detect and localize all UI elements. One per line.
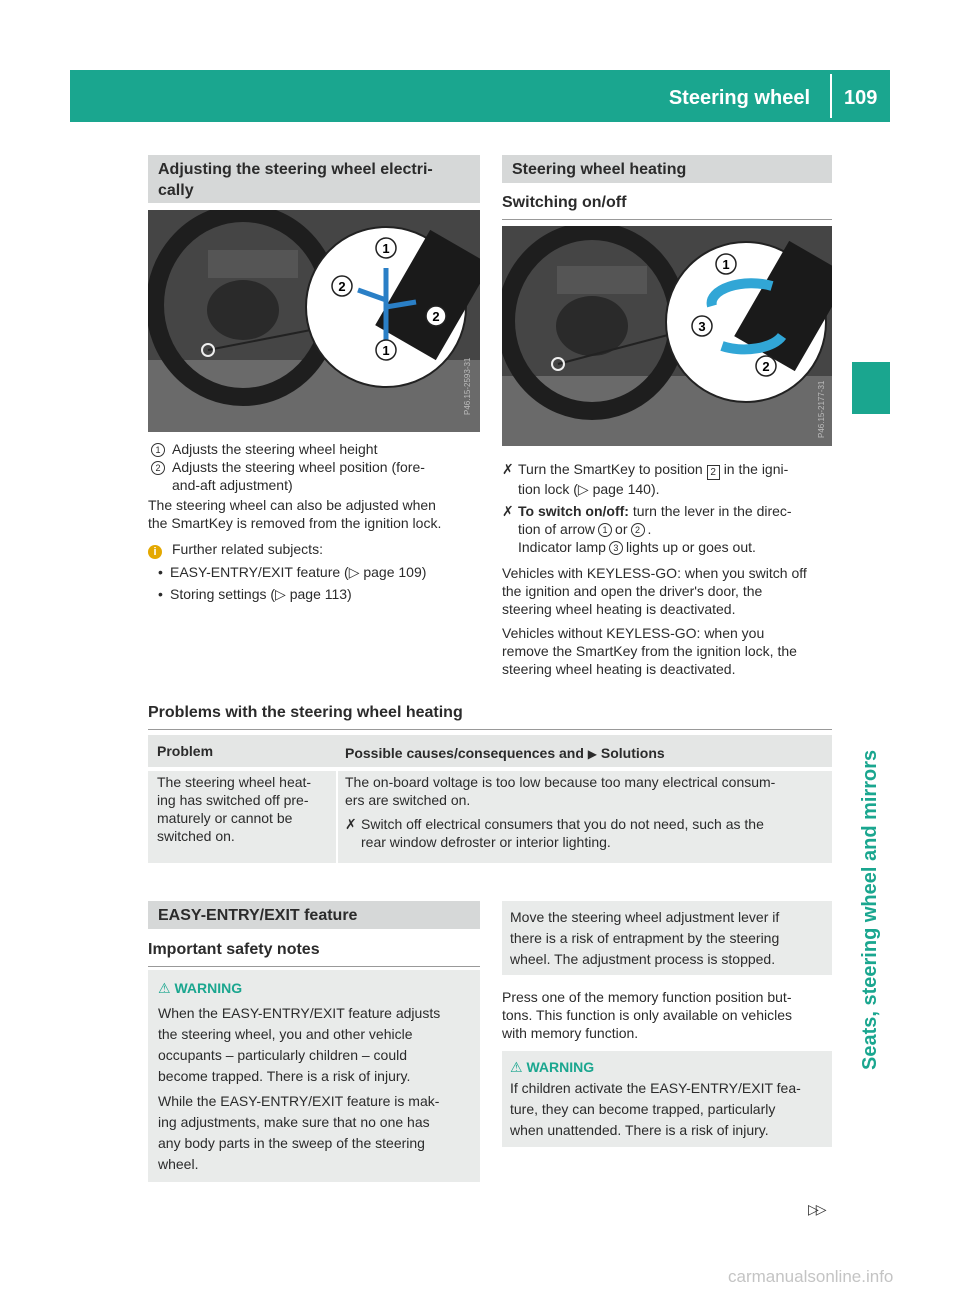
warning-title-text: WARNING — [174, 980, 243, 996]
step1-text-a: Turn the SmartKey to position — [518, 461, 703, 477]
svg-text:2: 2 — [432, 309, 440, 324]
solution-text — [345, 773, 829, 851]
adjust-para-line1: The steering wheel can also be adjusted when — [148, 497, 436, 513]
col-header-solutions: Possible causes/consequences and ▶ Solutions — [345, 745, 665, 761]
arrow-2-glyph: 2 — [631, 523, 645, 537]
step2-label: To switch on/off: — [518, 503, 629, 519]
legend-item-2 — [148, 458, 488, 494]
legend-text-2a: Adjusts the steering wheel position (fore- — [172, 459, 425, 475]
info-note — [148, 540, 488, 559]
adjust-para-line2: the SmartKey is removed from the ignition lock. — [148, 515, 442, 531]
lamp-3-glyph: 3 — [609, 541, 623, 555]
rw-l1: ture, they can become trapped, particularly — [510, 1101, 776, 1117]
steering-heating-illustration — [502, 226, 832, 446]
svg-text:2: 2 — [338, 279, 346, 294]
w1l0: When the EASY-ENTRY/EXIT feature adjusts — [158, 1005, 441, 1021]
pr-l0: Press one of the memory function position but- — [502, 989, 792, 1005]
legend-text-1: Adjusts the steering wheel height — [172, 441, 378, 457]
page-number: 109 — [844, 87, 878, 109]
steering-adjust-illustration — [148, 210, 480, 432]
related-link-storing-settings[interactable]: • Storing settings (▷ page 113) — [158, 586, 352, 602]
warning-heading — [510, 1057, 824, 1078]
step2-or: or — [615, 521, 628, 537]
warning-triangle-icon: ⚠ — [158, 980, 171, 996]
rw-l0: If children activate the EASY-ENTRY/EXIT fea- — [510, 1080, 801, 1096]
pr-l2: with memory function. — [502, 1025, 639, 1041]
step-switch: ✗ To switch on/off: turn the lever in the direc- tion of arrow 1 or 2 . Indicator lamp 3 lights up or goes out. — [502, 503, 792, 555]
switching-subheading: Switching on/off — [502, 193, 832, 220]
position-number: 2 — [707, 465, 720, 480]
problems-heading: Problems with the steering wheel heating — [148, 703, 832, 730]
problem-text — [157, 773, 311, 845]
adjust-paragraph — [148, 496, 488, 532]
easy-entry-warning — [148, 970, 480, 1182]
rw-l2: when unattended. There is a risk of injury. — [510, 1122, 769, 1138]
w1l2: occupants – particularly children – could — [158, 1047, 408, 1063]
box-l1: there is a risk of entrapment by the steering — [510, 930, 780, 946]
watermark: carmanualsonline.info — [728, 1267, 894, 1286]
heating-instructions — [502, 460, 838, 678]
svg-text:1: 1 — [722, 257, 730, 272]
chapter-side-label — [846, 430, 890, 1070]
continue-arrow-icon[interactable]: ▷▷ — [808, 1201, 824, 1217]
related-link-easy-entry[interactable]: • EASY-ENTRY/EXIT feature (▷ page 109) — [158, 564, 427, 580]
svg-text:2: 2 — [762, 359, 770, 374]
steering-adjust-photo — [148, 210, 480, 432]
image-reference-code: P46.15-2177-31 — [817, 380, 826, 438]
w1l3: become trapped. There is a risk of injury. — [158, 1068, 411, 1084]
steering-heating-photo — [502, 226, 832, 446]
pl2: maturely or cannot be — [157, 810, 293, 826]
step2-text-b: tion of arrow — [518, 521, 596, 537]
svg-text:3: 3 — [698, 319, 706, 334]
box-l2: wheel. The adjustment process is stopped. — [510, 951, 776, 967]
p2-l1: Vehicles without KEYLESS-GO: when you — [502, 625, 765, 641]
sol-l2: rear window defroster or interior lighting. — [361, 834, 611, 850]
warning-triangle-icon: ⚠ — [510, 1059, 523, 1075]
box-l0: Move the steering wheel adjustment lever if — [510, 909, 780, 925]
page-title: Steering wheel — [668, 87, 810, 109]
chapter-label-text: Seats, steering wheel and mirrors — [859, 749, 881, 1070]
children-warning — [502, 1051, 832, 1147]
step-turn-key: ✗ Turn the SmartKey to position 2 in the igni- tion lock (▷ page 140). — [502, 461, 789, 497]
step1-text-b: in the igni- — [723, 461, 789, 477]
col2-text-b: Solutions — [600, 745, 665, 761]
keyless-go-paragraph — [502, 564, 838, 618]
image-reference-code: P46.15-2593-31 — [463, 357, 472, 415]
cause-l2: ers are switched on. — [345, 792, 471, 808]
p1-l1: Vehicles with KEYLESS-GO: when you switch off — [502, 565, 807, 581]
memory-function-paragraph — [502, 988, 838, 1042]
step2-text-a: turn the lever in the direc- — [632, 503, 792, 519]
warning-para-1 — [158, 1003, 470, 1087]
warning-title-text: WARNING — [526, 1059, 595, 1075]
entrapment-note-box — [502, 901, 832, 975]
w2l1: ing adjustments, make sure that no one has — [158, 1114, 430, 1130]
cause-l1: The on-board voltage is too low because too many electrical consum- — [345, 774, 776, 790]
step2-lamp-text: lights up or goes out. — [625, 539, 756, 555]
w2l0: While the EASY-ENTRY/EXIT feature is mak- — [158, 1093, 440, 1109]
svg-text:1: 1 — [382, 343, 390, 358]
adjust-section-heading — [148, 155, 480, 203]
svg-text:1: 1 — [382, 241, 390, 256]
legend-text-2b: and-aft adjustment) — [172, 477, 293, 493]
arrow-1-glyph: 1 — [598, 523, 612, 537]
solution-cell — [338, 771, 832, 863]
legend-number-1: 1 — [151, 443, 165, 457]
p1-l2: the ignition and open the driver's door, the — [502, 583, 763, 599]
info-icon: i — [148, 545, 162, 559]
heating-section-heading: Steering wheel heating — [502, 155, 832, 183]
w2l3: wheel. — [158, 1156, 199, 1172]
easy-entry-heading: EASY-ENTRY/EXIT feature — [148, 901, 480, 929]
solution-step: ✗ Switch off electrical consumers that you do not need, such as the rear window defroster or interior lighting. — [345, 816, 764, 850]
pl1: ing has switched off pre- — [157, 792, 309, 808]
problems-table-header — [148, 735, 832, 767]
header-divider — [830, 74, 832, 118]
pl0: The steering wheel heat- — [157, 774, 312, 790]
adjust-heading-line1: Adjusting the steering wheel electri- — [158, 161, 433, 178]
sol-l1: Switch off electrical consumers that you do not need, such as the — [361, 816, 764, 832]
no-keyless-go-paragraph — [502, 624, 838, 678]
pr-l1: tons. This function is only available on vehicles — [502, 1007, 793, 1023]
problem-cell — [148, 771, 336, 863]
w1l1: the steering wheel, you and other vehicle — [158, 1026, 413, 1042]
step2-end: . — [647, 521, 652, 537]
col2-text-a: Possible causes/consequences and — [345, 745, 584, 761]
warning-heading — [158, 978, 470, 999]
step1-text-c: tion lock (▷ page 140). — [518, 481, 660, 497]
p1-l3: steering wheel heating is deactivated. — [502, 601, 736, 617]
bullet-text-1: EASY-ENTRY/EXIT feature (▷ page 109) — [170, 564, 427, 580]
p2-l2: remove the SmartKey from the ignition lock, the — [502, 643, 797, 659]
bullet-text-2: Storing settings (▷ page 113) — [170, 586, 352, 602]
adjust-legend — [148, 440, 488, 603]
safety-notes-subheading: Important safety notes — [148, 940, 480, 967]
info-label: Further related subjects: — [172, 541, 323, 557]
step2-lamp-label: Indicator lamp — [518, 539, 606, 555]
legend-item-1 — [148, 440, 488, 458]
chapter-tab-marker — [852, 362, 890, 414]
warning-para-2 — [158, 1091, 470, 1175]
adjust-heading-line2: cally — [158, 182, 194, 199]
p2-l3: steering wheel heating is deactivated. — [502, 661, 736, 677]
col-header-problem: Problem — [157, 743, 214, 759]
legend-number-2: 2 — [151, 461, 165, 475]
pl3: switched on. — [157, 828, 235, 844]
w2l2: any body parts in the sweep of the steering — [158, 1135, 425, 1151]
